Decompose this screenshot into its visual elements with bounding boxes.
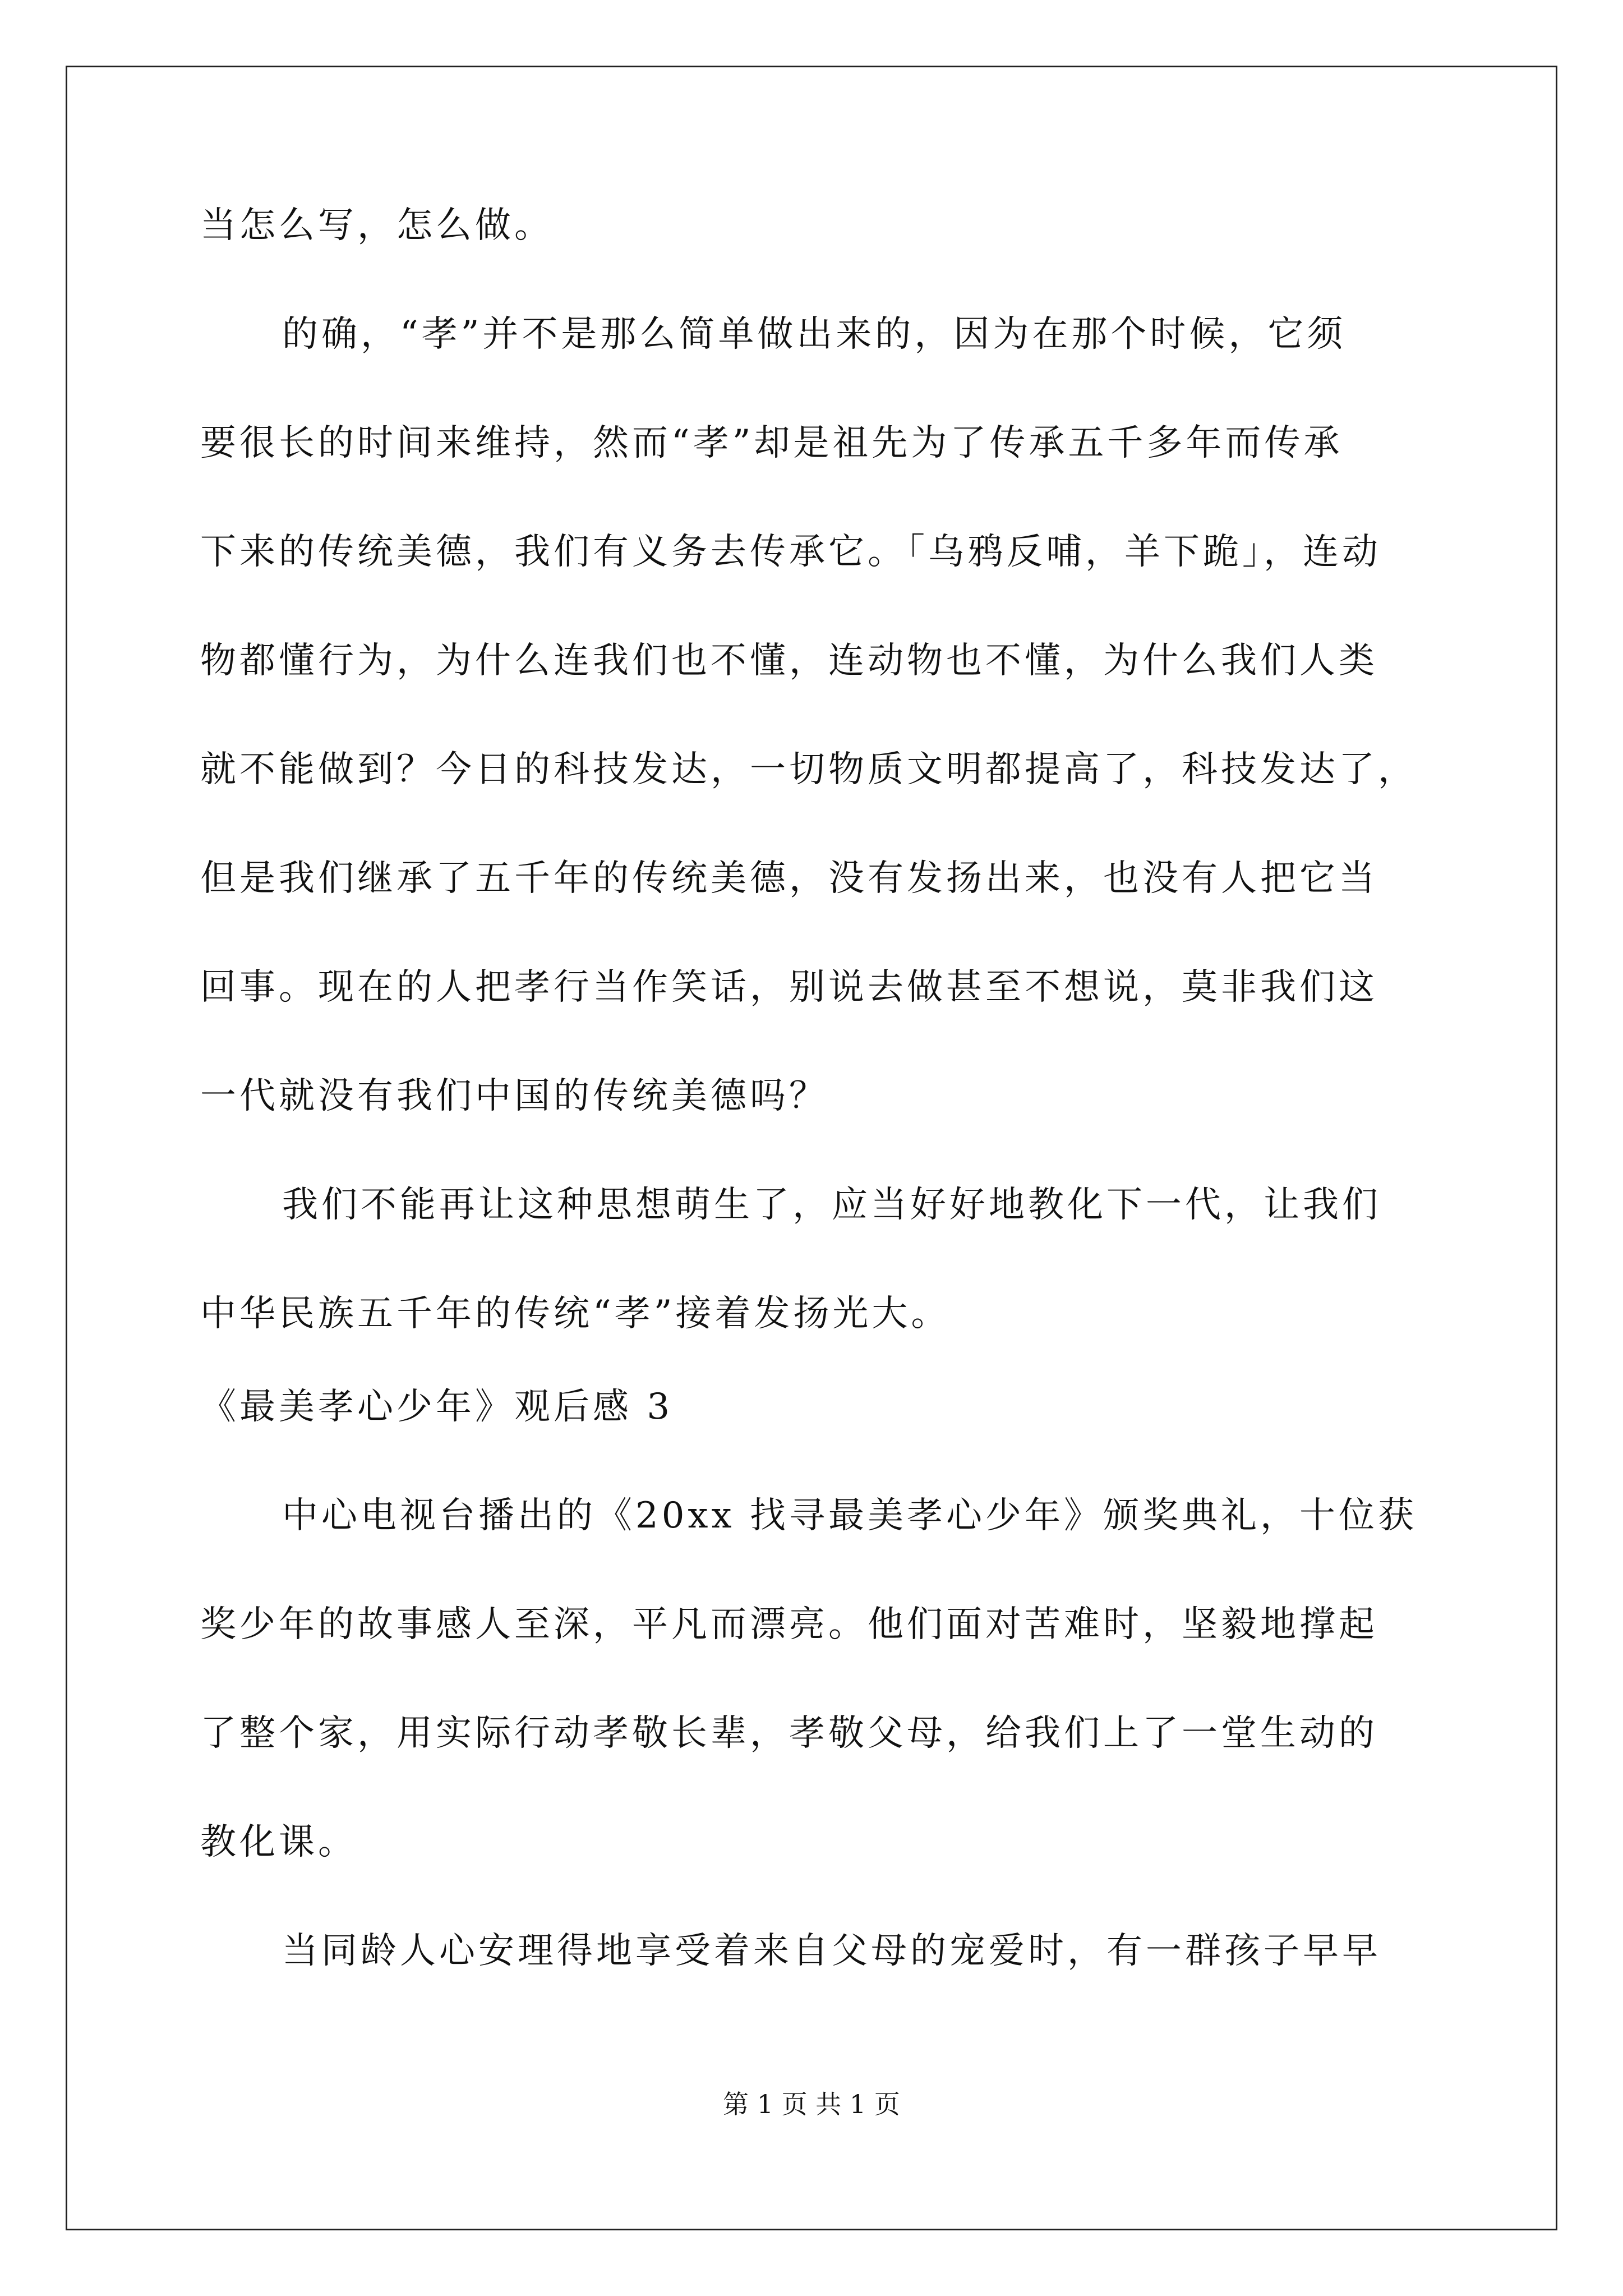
text-line: 了整个家，用实际行动孝敬长辈，孝敬父母，给我们上了一堂生动的 [200, 1713, 1378, 1754]
paragraph-start: 我们不能再让这种思想萌生了，应当好好地教化下一代，让我们 [282, 1184, 1381, 1226]
text-line: 教化课。 [200, 1821, 357, 1863]
page-footer: 第 1 页 共 1 页 [723, 2089, 900, 2119]
text-line: 中华民族五千年的传统“孝”接着发扬光大。 [200, 1293, 951, 1335]
text-line: 奖少年的故事感人至深，平凡而漂亮。他们面对苦难时，坚毅地撑起 [200, 1604, 1378, 1645]
section-heading: 《最美孝心少年》观后感 3 [200, 1386, 674, 1428]
text-line: 但是我们继承了五千年的传统美德，没有发扬出来，也没有人把它当 [200, 858, 1378, 899]
text-line: 回事。现在的人把孝行当作笑话，别说去做甚至不想说，莫非我们这 [200, 967, 1378, 1008]
paragraph-start: 当同龄人心安理得地享受着来自父母的宠爱时，有一群孩子早早 [282, 1930, 1381, 1972]
paragraph-start: 的确，“孝”并不是那么简单做出来的，因为在那个时候，它须 [282, 314, 1347, 355]
text-line: 物都懂行为，为什么连我们也不懂，连动物也不懂，为什么我们人类 [200, 640, 1378, 682]
text-line: 要很长的时间来维持，然而“孝”却是祖先为了传承五千多年而传承 [200, 422, 1343, 464]
text-line: 当怎么写，怎么做。 [200, 205, 554, 246]
text-line: 就不能做到？今日的科技发达，一切物质文明都提高了，科技发达了， [200, 749, 1417, 790]
page-border [66, 66, 1557, 2230]
text-line: 下来的传统美德，我们有义务去传承它。「乌鸦反哺，羊下跪」，连动 [200, 531, 1381, 573]
paragraph-start: 中心电视台播出的《20xx 找寻最美孝心少年》颁奖典礼，十位获 [282, 1495, 1417, 1536]
text-line: 一代就没有我们中国的传统美德吗？ [200, 1075, 828, 1117]
